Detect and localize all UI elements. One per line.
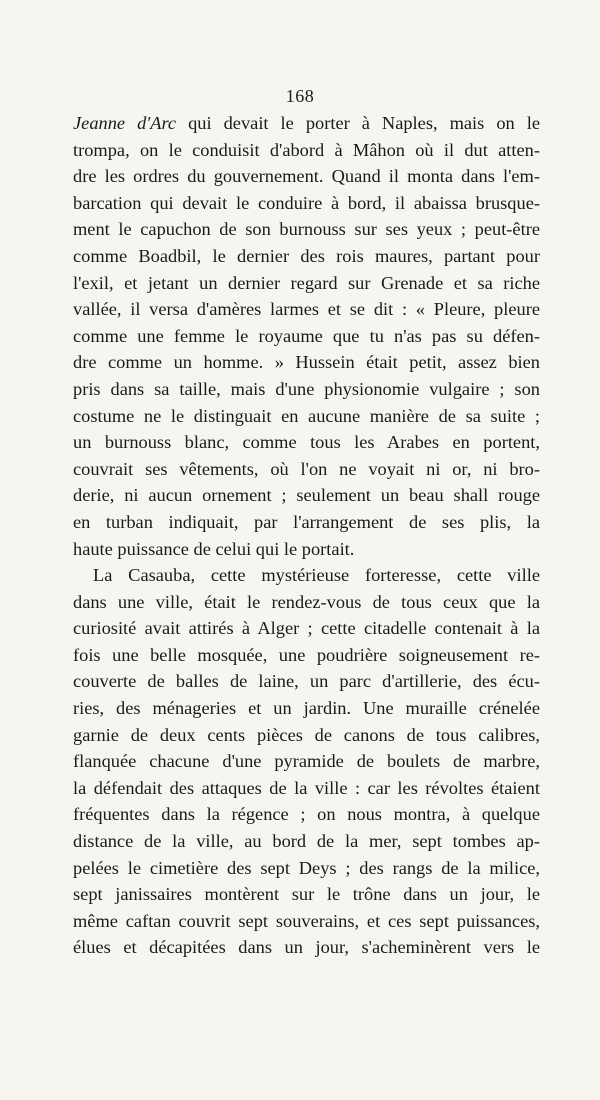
text-line: flanquée chacune d'une pyramide de boulets de marbre, [73,751,540,772]
text-line: l'exil, et jetant un dernier regard sur Grenade et sa riche [73,272,540,293]
text-line: vallée, il versa d'amères larmes et se dit : « Pleure, pleure [73,299,540,320]
text-line: ries, des ménageries et un jardin. Une muraille crénelée [73,698,540,719]
body-text [73,110,540,961]
text-line: costume ne le distinguait en aucune manière de sa suite ; [73,405,540,426]
italic-name: Jeanne d'Arc [73,113,177,133]
text-line: garnie de deux cents pièces de canons de tous calibres, [73,724,540,745]
text-line: Jeanne d'Arc qui devait le porter à Naples, mais on le [73,113,541,133]
text-line: pris dans sa taille, mais d'une physionomie vulgaire ; son [73,378,540,399]
text-line: La Casauba, cette mystérieuse forteresse, cette ville [93,565,540,586]
paragraph-1 [73,110,540,562]
text-line: dre comme un homme. » Hussein était petit, assez bien [73,352,540,373]
text-line: barcation qui devait le conduire à bord, il abaissa brusque- [73,192,540,213]
page-number: 168 [285,86,315,106]
text-line: distance de la ville, au bord de la mer, sept tombes ap- [73,831,540,852]
paragraph-2 [73,562,540,961]
text-line: pelées le cimetière des sept Deys ; des rangs de la milice, [73,857,540,878]
text-line: fois une belle mosquée, une poudrière soigneusement re- [73,644,540,665]
text-line: sept janissaires montèrent sur le trône dans un jour, le [73,884,540,905]
text-line: ment le capuchon de son burnouss sur ses yeux ; peut-être [73,219,540,240]
text-line: couverte de balles de laine, un parc d'artillerie, des écu- [73,671,540,692]
text-line: curiosité avait attirés à Alger ; cette citadelle contenait à la [73,618,540,639]
text-line: même caftan couvrit sept souverains, et ces sept puissances, [73,910,540,931]
text-line: derie, ni aucun ornement ; seulement un beau shall rouge [73,485,540,506]
text-line: en turban indiquait, par l'arrangement de ses plis, la [73,511,540,532]
text-line: couvrait ses vêtements, où l'on ne voyait ni or, ni bro- [73,458,540,479]
text-line: la défendait des attaques de la ville : car les révoltes étaient [73,777,540,798]
text-line: fréquentes dans la régence ; on nous montra, à quelque [73,804,540,825]
text-line: comme une femme le royaume que tu n'as pas su défen- [73,325,540,346]
text-line: élues et décapitées dans un jour, s'acheminèrent vers le [73,937,540,958]
text-line: trompa, on le conduisit d'abord à Mâhon où il dut atten- [73,139,540,160]
text-line: dre les ordres du gouvernement. Quand il monta dans l'em- [73,166,540,187]
text-line: comme Boadbil, le dernier des rois maures, partant pour [73,245,540,266]
text-line: haute puissance de celui qui le portait. [73,538,355,559]
text-line: dans une ville, était le rendez-vous de tous ceux que la [73,591,540,612]
text-line: un burnouss blanc, comme tous les Arabes en portent, [73,432,540,453]
